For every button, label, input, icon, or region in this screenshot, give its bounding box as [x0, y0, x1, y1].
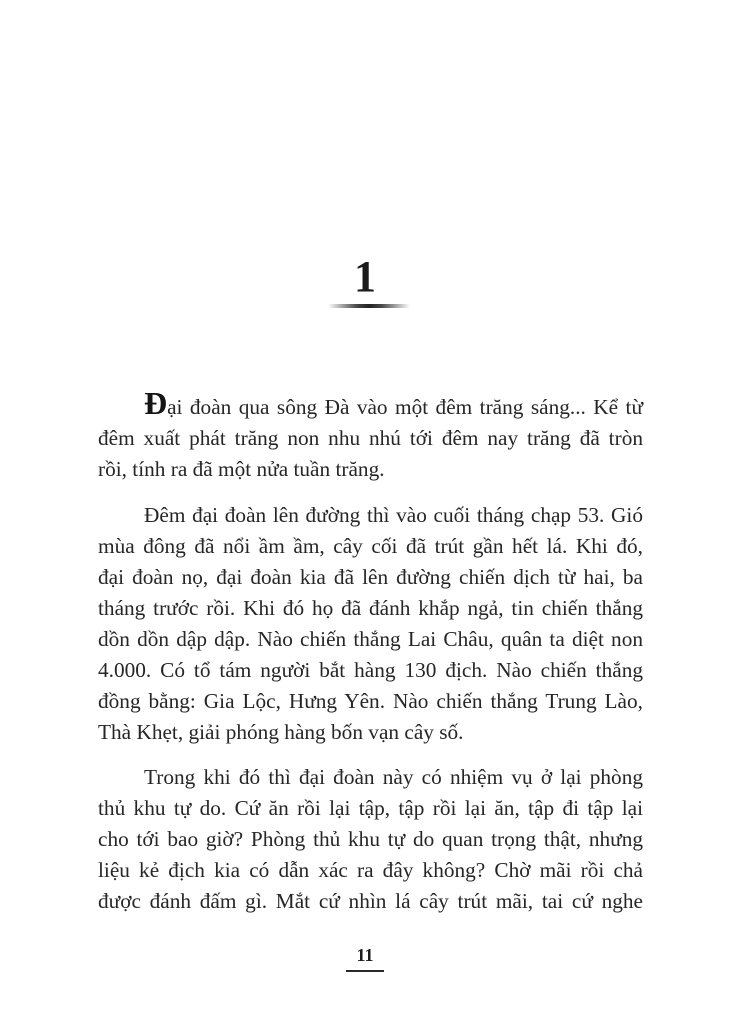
- chapter-number: 1: [354, 252, 376, 301]
- text-line: dồn dồn dập dập. Nào chiến thắng Lai Châu, quân ta diệt non: [98, 626, 643, 651]
- text-line: Đại đoàn qua sông Đà vào một đêm trăng sáng... Kể từ: [144, 385, 643, 421]
- paragraph-3: [98, 762, 643, 917]
- text-line: Trong khi đó thì đại đoàn này có nhiệm vụ ở lại phòng: [144, 765, 643, 789]
- text-line: mùa đông đã nổi ầm ầm, cây cối đã trút gần hết lá. Khi đó,: [98, 533, 643, 558]
- text-line: đại đoàn nọ, đại đoàn kia đã lên đường chiến dịch từ hai, ba: [98, 564, 643, 589]
- text-line: Thà Khẹt, giải phóng hàng bốn vạn cây số.: [98, 719, 464, 744]
- page-number-underline: [346, 970, 384, 972]
- paragraph-2: [98, 500, 643, 748]
- chapter-divider: [328, 304, 410, 308]
- text-line: Đêm đại đoàn lên đường thì vào cuối tháng chạp 53. Gió: [144, 502, 643, 527]
- paragraph-1: [98, 385, 643, 485]
- chapter-body: [98, 385, 643, 932]
- text-line: cho tới bao giờ? Phòng thủ khu tự do quan trọng thật, nhưng: [98, 827, 643, 851]
- text-line: tháng trước rồi. Khi đó họ đã đánh khắp ngả, tin chiến thắng: [98, 595, 643, 620]
- text-line: đêm xuất phát trăng non nhu nhú tới đêm nay trăng đã tròn: [98, 426, 643, 450]
- text-line: rồi, tính ra đã một nửa tuần trăng.: [98, 457, 385, 481]
- drop-cap: Đ: [144, 385, 168, 421]
- text-line: được đánh đấm gì. Mắt cứ nhìn lá cây trút mãi, tai cứ nghe: [98, 889, 643, 913]
- page-number: 11: [356, 945, 374, 965]
- text-line: 4.000. Có tổ tám người bắt hàng 130 địch. Nào chiến thắng: [98, 657, 643, 682]
- text-line: đồng bằng: Gia Lộc, Hưng Yên. Nào chiến thắng Trung Lào,: [98, 688, 643, 713]
- text-line: liệu kẻ địch kia có dẫn xác ra đây không? Chờ mãi rồi chả: [98, 858, 643, 882]
- text-line: thủ khu tự do. Cứ ăn rồi lại tập, tập rồi lại ăn, tập đi tập lại: [98, 796, 643, 820]
